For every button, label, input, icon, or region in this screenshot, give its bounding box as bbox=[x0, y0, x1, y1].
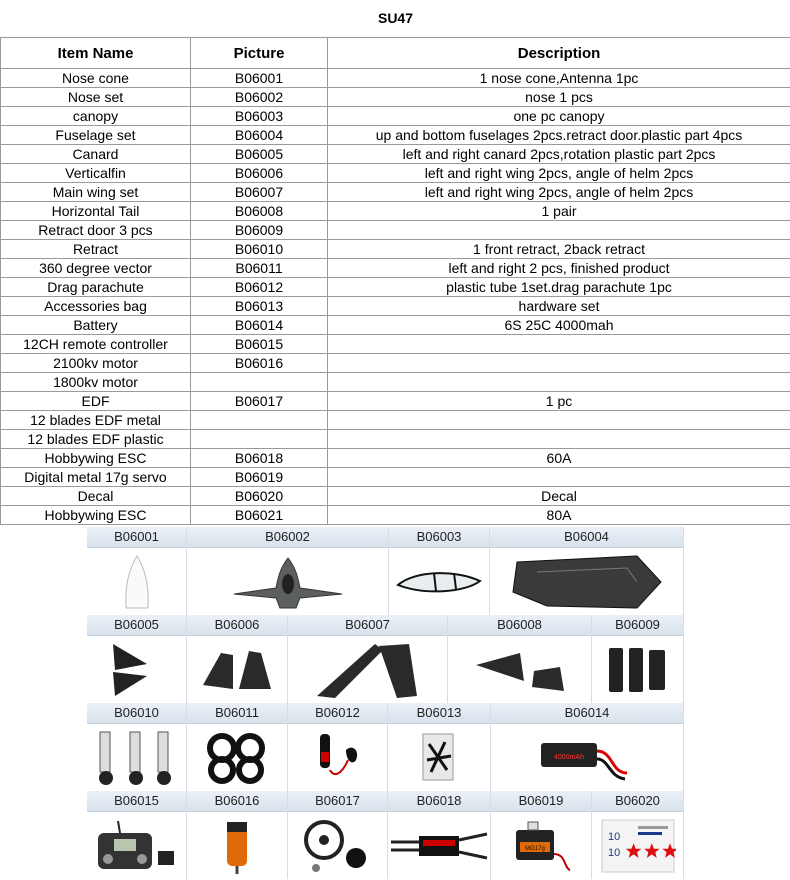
table-row bbox=[1, 411, 790, 430]
table-row bbox=[1, 354, 790, 373]
table-row bbox=[1, 126, 790, 145]
horizontal-tail-icon bbox=[448, 636, 591, 703]
photo-code: B06013 bbox=[388, 703, 490, 724]
photo-cell bbox=[187, 527, 389, 615]
photo-code: B06016 bbox=[187, 791, 287, 812]
description-cell: 1 nose cone,Antenna 1pc bbox=[328, 69, 790, 88]
table-row bbox=[1, 240, 790, 259]
picture-code-cell: B06020 bbox=[191, 487, 328, 506]
photo-code: B06018 bbox=[388, 791, 490, 812]
description-cell: hardware set bbox=[328, 297, 790, 316]
description-cell bbox=[328, 468, 790, 487]
photo-code: B06005 bbox=[87, 615, 186, 636]
photo-code: B06011 bbox=[187, 703, 287, 724]
photo-code: B06002 bbox=[187, 527, 388, 548]
parachute-icon bbox=[288, 724, 387, 791]
canard-icon bbox=[87, 636, 186, 703]
nose-set-icon bbox=[187, 548, 388, 615]
table-row bbox=[1, 430, 790, 449]
table-row bbox=[1, 107, 790, 126]
item-name-cell: 360 degree vector bbox=[1, 259, 191, 278]
picture-code-cell: B06013 bbox=[191, 297, 328, 316]
photo-cell bbox=[187, 615, 288, 703]
photo-code: B06006 bbox=[187, 615, 287, 636]
description-cell: Decal bbox=[328, 487, 790, 506]
header-picture: Picture bbox=[191, 38, 328, 69]
esc-icon bbox=[388, 812, 490, 879]
photo-code: B06008 bbox=[448, 615, 591, 636]
photo-row bbox=[87, 791, 684, 879]
photo-cell bbox=[491, 791, 592, 879]
item-name-cell: Fuselage set bbox=[1, 126, 191, 145]
item-name-cell: Drag parachute bbox=[1, 278, 191, 297]
item-name-cell: Hobbywing ESC bbox=[1, 449, 191, 468]
photo-cell bbox=[388, 791, 491, 879]
photo-cell bbox=[87, 527, 187, 615]
description-cell bbox=[328, 411, 790, 430]
picture-code-cell bbox=[191, 373, 328, 392]
description-cell: 80A bbox=[328, 506, 790, 525]
photo-cell bbox=[389, 527, 490, 615]
item-name-cell: Main wing set bbox=[1, 183, 191, 202]
remote-controller-icon bbox=[87, 812, 186, 879]
table-row bbox=[1, 449, 790, 468]
servo-icon bbox=[491, 812, 591, 879]
photo-code: B06004 bbox=[490, 527, 683, 548]
photo-code: B06007 bbox=[288, 615, 447, 636]
picture-code-cell: B06021 bbox=[191, 506, 328, 525]
table-row bbox=[1, 183, 790, 202]
item-name-cell: Hobbywing ESC bbox=[1, 506, 191, 525]
item-name-cell: Digital metal 17g servo bbox=[1, 468, 191, 487]
description-cell: left and right 2 pcs, finished product bbox=[328, 259, 790, 278]
photo-row bbox=[87, 703, 684, 791]
description-cell: nose 1 pcs bbox=[328, 88, 790, 107]
photo-cell bbox=[388, 703, 491, 791]
description-cell bbox=[328, 430, 790, 449]
item-name-cell: Accessories bag bbox=[1, 297, 191, 316]
photo-code: B06012 bbox=[288, 703, 387, 724]
description-cell: 60A bbox=[328, 449, 790, 468]
table-row bbox=[1, 468, 790, 487]
picture-code-cell: B06009 bbox=[191, 221, 328, 240]
photo-cell bbox=[592, 615, 684, 703]
table-row bbox=[1, 373, 790, 392]
description-cell: one pc canopy bbox=[328, 107, 790, 126]
picture-code-cell: B06002 bbox=[191, 88, 328, 107]
picture-code-cell: B06011 bbox=[191, 259, 328, 278]
photo-code: B06003 bbox=[389, 527, 489, 548]
description-cell: 1 pair bbox=[328, 202, 790, 221]
picture-code-cell: B06017 bbox=[191, 392, 328, 411]
item-name-cell: Battery bbox=[1, 316, 191, 335]
nose-cone-icon bbox=[87, 548, 186, 615]
photo-code: B06009 bbox=[592, 615, 683, 636]
picture-code-cell: B06001 bbox=[191, 69, 328, 88]
table-row bbox=[1, 487, 790, 506]
photo-code: B06015 bbox=[87, 791, 186, 812]
photo-cell bbox=[491, 703, 684, 791]
description-cell: 1 pc bbox=[328, 392, 790, 411]
picture-code-cell: B06003 bbox=[191, 107, 328, 126]
table-row bbox=[1, 202, 790, 221]
photo-cell bbox=[187, 703, 288, 791]
description-cell: left and right canard 2pcs,rotation plastic part 2pcs bbox=[328, 145, 790, 164]
picture-code-cell: B06012 bbox=[191, 278, 328, 297]
photo-cell bbox=[187, 791, 288, 879]
description-cell: left and right wing 2pcs, angle of helm 2pcs bbox=[328, 183, 790, 202]
description-cell bbox=[328, 354, 790, 373]
photo-code: B06019 bbox=[491, 791, 591, 812]
photo-code: B06010 bbox=[87, 703, 186, 724]
picture-code-cell: B06005 bbox=[191, 145, 328, 164]
item-name-cell: 12 blades EDF metal bbox=[1, 411, 191, 430]
description-cell: left and right wing 2pcs, angle of helm 2pcs bbox=[328, 164, 790, 183]
picture-code-cell: B06006 bbox=[191, 164, 328, 183]
sheet-title: SU47 bbox=[1, 0, 790, 38]
table-row bbox=[1, 335, 790, 354]
vector-nozzle-icon bbox=[187, 724, 287, 791]
table-row bbox=[1, 145, 790, 164]
item-name-cell: Nose set bbox=[1, 88, 191, 107]
description-cell: up and bottom fuselages 2pcs.retract door.plastic part 4pcs bbox=[328, 126, 790, 145]
photo-cell bbox=[490, 527, 684, 615]
photo-cell bbox=[87, 615, 187, 703]
photo-cell bbox=[87, 703, 187, 791]
picture-code-cell: B06019 bbox=[191, 468, 328, 487]
vertical-fin-icon bbox=[187, 636, 287, 703]
photo-cell bbox=[288, 791, 388, 879]
header-row bbox=[1, 38, 790, 69]
picture-code-cell: B06008 bbox=[191, 202, 328, 221]
picture-code-cell: B06007 bbox=[191, 183, 328, 202]
main-wing-icon bbox=[288, 636, 447, 703]
description-cell: 1 front retract, 2back retract bbox=[328, 240, 790, 259]
edf-icon bbox=[288, 812, 387, 879]
photo-cell bbox=[87, 791, 187, 879]
item-name-cell: Verticalfin bbox=[1, 164, 191, 183]
picture-code-cell bbox=[191, 411, 328, 430]
description-cell: 6S 25C 4000mah bbox=[328, 316, 790, 335]
table-row bbox=[1, 259, 790, 278]
motor-icon bbox=[187, 812, 287, 879]
header-description: Description bbox=[328, 38, 790, 69]
header-item-name: Item Name bbox=[1, 38, 191, 69]
photo-cell bbox=[448, 615, 592, 703]
description-cell: plastic tube 1set.drag parachute 1pc bbox=[328, 278, 790, 297]
canopy-icon bbox=[389, 548, 489, 615]
table-row bbox=[1, 297, 790, 316]
picture-code-cell: B06018 bbox=[191, 449, 328, 468]
picture-code-cell: B06010 bbox=[191, 240, 328, 259]
battery-label: 4000mAh bbox=[554, 753, 584, 761]
picture-code-cell: B06016 bbox=[191, 354, 328, 373]
table-row bbox=[1, 69, 790, 88]
description-cell bbox=[328, 373, 790, 392]
item-name-cell: 1800kv motor bbox=[1, 373, 191, 392]
photo-row bbox=[87, 527, 684, 615]
fuselage-icon bbox=[490, 548, 683, 615]
accessories-bag-icon bbox=[388, 724, 490, 791]
photo-code: B06014 bbox=[491, 703, 683, 724]
picture-code-cell: B06014 bbox=[191, 316, 328, 335]
item-name-cell: 12 blades EDF plastic bbox=[1, 430, 191, 449]
table-row bbox=[1, 506, 790, 525]
table-row bbox=[1, 88, 790, 107]
item-name-cell: 12CH remote controller bbox=[1, 335, 191, 354]
decal-icon bbox=[592, 812, 683, 879]
photo-cell bbox=[288, 703, 388, 791]
picture-code-cell bbox=[191, 430, 328, 449]
photo-code: B06017 bbox=[288, 791, 387, 812]
battery-icon bbox=[491, 724, 683, 791]
photo-cell bbox=[592, 791, 684, 879]
item-name-cell: Horizontal Tail bbox=[1, 202, 191, 221]
photo-row bbox=[87, 615, 684, 703]
item-name-cell: Retract door 3 pcs bbox=[1, 221, 191, 240]
description-cell bbox=[328, 221, 790, 240]
retract-icon bbox=[87, 724, 186, 791]
item-name-cell: Canard bbox=[1, 145, 191, 164]
svg-text:10: 10 bbox=[607, 830, 620, 843]
photo-code: B06020 bbox=[592, 791, 683, 812]
description-cell bbox=[328, 335, 790, 354]
photo-cell bbox=[288, 615, 448, 703]
photo-grid bbox=[87, 527, 684, 880]
item-name-cell: Nose cone bbox=[1, 69, 191, 88]
item-name-cell: Decal bbox=[1, 487, 191, 506]
table-row bbox=[1, 278, 790, 297]
picture-code-cell: B06015 bbox=[191, 335, 328, 354]
item-name-cell: 2100kv motor bbox=[1, 354, 191, 373]
picture-code-cell: B06004 bbox=[191, 126, 328, 145]
photo-code: B06001 bbox=[87, 527, 186, 548]
table-row bbox=[1, 316, 790, 335]
table-row bbox=[1, 392, 790, 411]
svg-text:10: 10 bbox=[607, 846, 620, 859]
title-row bbox=[1, 0, 790, 38]
retract-door-icon bbox=[592, 636, 683, 703]
item-name-cell: Retract bbox=[1, 240, 191, 259]
table-row bbox=[1, 221, 790, 240]
table-row bbox=[1, 164, 790, 183]
servo-label: MG17g bbox=[525, 845, 545, 852]
item-name-cell: canopy bbox=[1, 107, 191, 126]
item-name-cell: EDF bbox=[1, 392, 191, 411]
